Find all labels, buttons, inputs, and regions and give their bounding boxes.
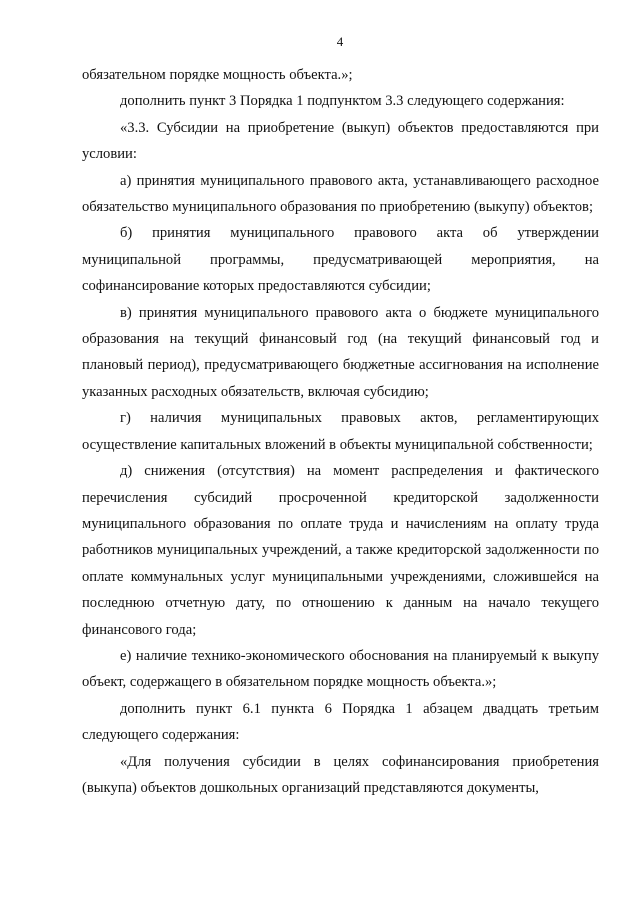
paragraph-subsection-3-3: «3.3. Субсидии на приобретение (выкуп) объектов предоставляются при условии: [82,119,599,163]
paragraph-condition-v: в) принятия муниципального правового акта о бюджете муниципального образования на текущий финансовый год (на текущий финансовый год и плановый период), предусматривающего бюджетные ассигнования на исполнение указанных расходных обязательств, включая субсидию; [82,304,599,400]
paragraph-condition-b: б) принятия муниципального правового акта об утверждении муниципальной программы, предусматривающей мероприятия, на софинансирование которых предоставляются субсидии; [82,225,599,295]
document-body [82,62,599,801]
paragraph-condition-e: е) наличие технико-экономического обоснования на планируемый к выкупу объект, содержащего в обязательном порядке мощность объекта.»; [82,647,599,691]
paragraph-documents: «Для получения субсидии в целях софинансирования приобретения (выкупа) объектов дошкольных организаций представляются документы, [82,753,599,796]
paragraph-amendment-intro: дополнить пункт 3 Порядка 1 подпунктом 3.3 следующего содержания: [120,93,565,110]
paragraph-condition-g: г) наличия муниципальных правовых актов, регламентирующих осуществление капитальных вложений в объекты муниципальной собственности; [82,410,599,453]
paragraph-condition-d: д) снижения (отсутствия) на момент распределения и фактического перечисления субсидий просроченной кредиторской задолженности муниципального образования по оплате труда и начислениям на оплату труда работников муниципальных учреждений, а также кредиторской задолженности по оплате коммунальных услуг муниципальными учреждениями, сложившейся на последнюю отчетную дату, по отношению к данным на начало текущего финансового года; [82,463,599,638]
paragraph-condition-a: а) принятия муниципального правового акта, устанавливающего расходное обязательство муниципального образования по приобретению (выкупу) объектов; [82,172,599,216]
paragraph-amendment-6-1: дополнить пункт 6.1 пункта 6 Порядка 1 абзацем двадцать третьим следующего содержания: [82,700,599,744]
page-number: 4 [336,34,344,49]
paragraph-continuation: обязательном порядке мощность объекта.»; [82,67,353,83]
